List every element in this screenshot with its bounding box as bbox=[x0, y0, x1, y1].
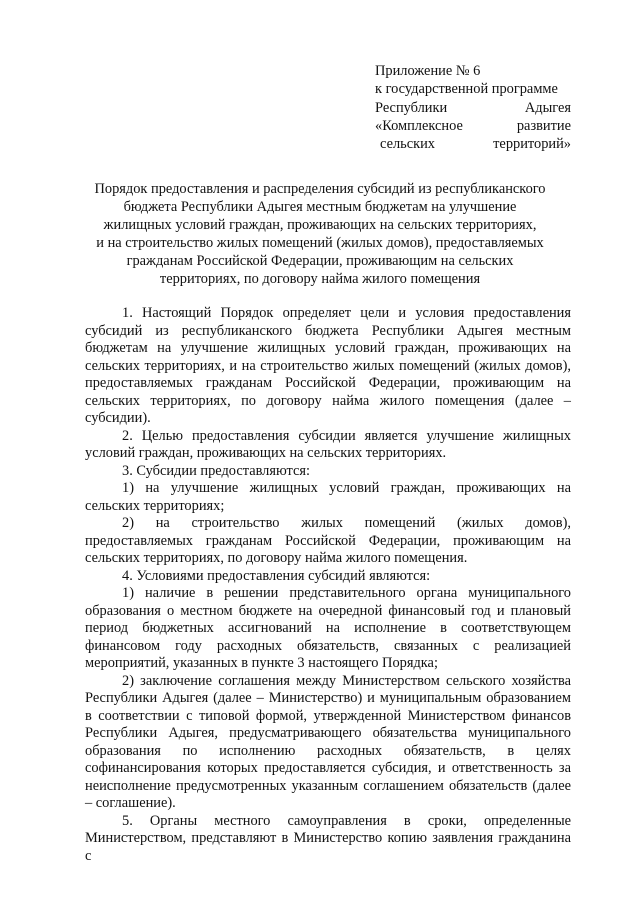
paragraph-3-item-1: 1) на улучшение жилищных условий граждан, проживающих на сельских территориях; bbox=[85, 480, 571, 514]
paragraph-3-item-2: 2) на строительство жилых помещений (жилых домов), предоставляемых гражданам Российской Федерации, проживающим на сельских территориях, по договору найма жилого помещения. bbox=[85, 515, 571, 566]
paragraph-3: 3. Субсидии предоставляются: bbox=[122, 462, 311, 479]
document-body bbox=[85, 305, 571, 865]
title-line: жилищных условий граждан, проживающих на сельских территориях, bbox=[103, 216, 537, 233]
title-line: территориях, по договору найма жилого помещения bbox=[159, 270, 481, 287]
paragraph-4: 4. Условиями предоставления субсидий являются: bbox=[122, 567, 431, 584]
paragraph-5: 5. Органы местного самоуправления в сроки, определенные Министерством, представляют в Министерство копию заявления гражданина с bbox=[85, 812, 571, 864]
annex-header bbox=[375, 62, 571, 153]
annex-program-line: к государственной программе bbox=[375, 81, 558, 98]
paragraph-2: 2. Целью предоставления субсидии является улучшение жилищных условий граждан, проживающих на сельских территориях. bbox=[85, 427, 571, 461]
document-title bbox=[70, 181, 570, 288]
title-line: и на строительство жилых помещений (жилых домов), предоставляемых bbox=[96, 234, 544, 251]
paragraph-1: 1. Настоящий Порядок определяет цели и условия предоставления субсидий из республиканского бюджета Республики Адыгея местным бюджетам на улучшение жилищных условий граждан, проживающих на сельских территориях, и на строительство жилых помещений (жилых домов), предоставляемых гражданам Российской Федерации, проживающим на сельских территориях, по договору найма жилого помещения (далее – субсидии). bbox=[85, 305, 571, 426]
title-line: бюджета Республики Адыгея местным бюджетам на улучшение bbox=[123, 198, 517, 215]
annex-program-name-end: сельских территорий» bbox=[380, 136, 571, 153]
annex-program-name-line: «Комплексное развитие bbox=[375, 117, 571, 134]
annex-number: Приложение № 6 bbox=[375, 63, 481, 79]
title-line: гражданам Российской Федерации, проживающим на сельских bbox=[126, 252, 514, 269]
annex-republic-line: Республики Адыгея bbox=[375, 99, 571, 116]
title-line: Порядок предоставления и распределения субсидий из республиканского bbox=[94, 181, 546, 197]
paragraph-4-item-2: 2) заключение соглашения между Министерством сельского хозяйства Республики Адыгея (далее – Министерство) и муниципальным образованием в соответствии с типовой формой, утвержденной Министерством финансов Республики Адыгея, предусматривающего обязательства муниципального образования по исполнению расходных обязательств, в целях софинансирования которых предоставляется субсидия, и ответственность за неисполнение предусмотренных указанным соглашением обязательств (далее – соглашение). bbox=[85, 672, 571, 811]
paragraph-4-item-1: 1) наличие в решении представительного органа муниципального образования о местном бюджете на очередной финансовый год и плановый период бюджетных ассигнований на исполнение в соответствующем финансовом году расходных обязательств, связанных с реализацией мероприятий, указанных в пункте 3 настоящего Порядка; bbox=[85, 585, 571, 671]
